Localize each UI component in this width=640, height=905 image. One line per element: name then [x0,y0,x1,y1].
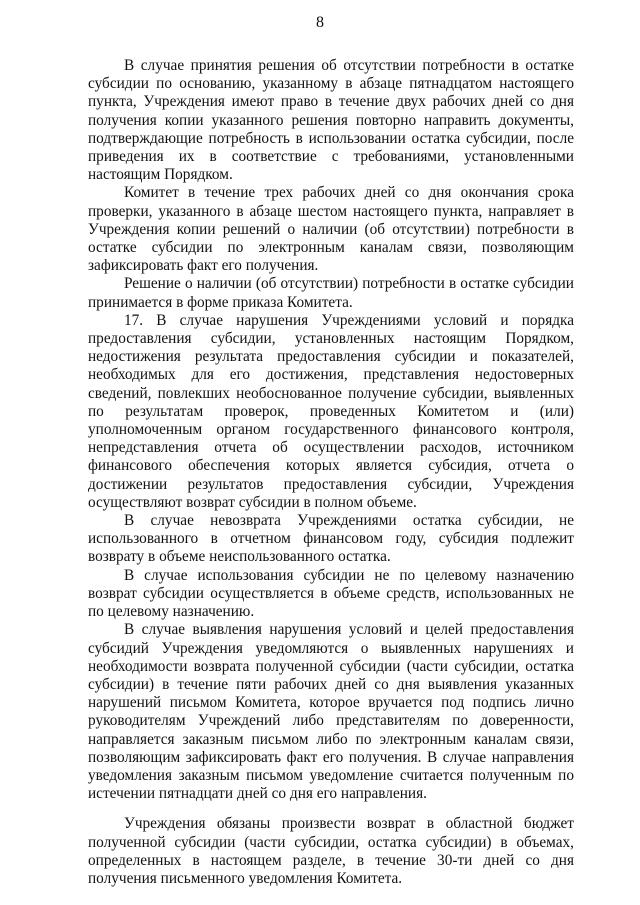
paragraph-6: В случае использования субсидии не по целевому назначению возврат субсидии осуществляется в объеме средств, использованных не по целевому назначению. [88,566,574,621]
paragraph-5: В случае невозврата Учреждениями остатка субсидии, не использованного в отчетном финансовом году, субсидия подлежит возврату в объеме неиспользованного остатка. [88,512,574,566]
paragraph-8: Учреждения обязаны произвести возврат в областной бюджет полученной субсидии (части субсидии, остатка субсидии) в объемах, определенных в настоящем разделе, в течение 30-ти дней со дня получения письменного уведомления Комитета. [88,815,574,887]
page-number: 8 [316,14,324,31]
paragraph-2: Комитет в течение трех рабочих дней со дня окончания срока проверки, указанного в абзаце шестом настоящего пункта, направляет в Учреждения копии решений о наличии (об отсутствии) потребности в остатке субсидии по электронным каналам связи, позволяющим зафиксировать факт его получения. [88,184,574,275]
paragraph-1: В случае принятия решения об отсутствии потребности в остатке субсидии по основанию, указанному в абзаце пятнадцатом настоящего пункта, Учреждения имеют право в течение двух рабочих дней со дня получения копии указанного решения повторно направить документы, подтверждающие потребность в использовании остатка субсидии, после приведения их в соответствие с требованиями, установленными настоящим Порядком. [88,57,574,184]
paragraph-3: Решение о наличии (об отсутствии) потребности в остатке субсидии принимается в форме приказа Комитета. [88,275,574,311]
paragraph-4-item-17: 17. В случае нарушения Учреждениями условий и порядка предоставления субсидии, установленных настоящим Порядком, недостижения результата предоставления субсидии и показателей, необходимых для его достижения, представления недостоверных сведений, повлекших необоснованное получение субсидии, выявленных по результатам проверок, проведенных Комитетом и (или) уполномоченным органом государственного финансового контроля, непредставления отчета об осуществлении расходов, источником финансового обеспечения которых является субсидия, отчета о достижении результатов предоставления субсидии, Учреждения осуществляют возврат субсидии в полном объеме. [88,311,574,511]
document-body [88,57,574,888]
paragraph-7: В случае выявления нарушения условий и целей предоставления субсидий Учреждения уведомляются о выявленных нарушениях и необходимости возврата полученной субсидии (части субсидии, остатка субсидии) в течение пяти рабочих дней со дня выявления указанных нарушений письмом Комитета, которое вручается под подпись лично руководителям Учреждений либо представителям по доверенности, направляется заказным письмом либо по электронным каналам связи, позволяющим зафиксировать факт его получения. В случае направления уведомления заказным письмом уведомление считается полученным по истечении пятнадцати дней со дня его направления. [88,621,574,803]
